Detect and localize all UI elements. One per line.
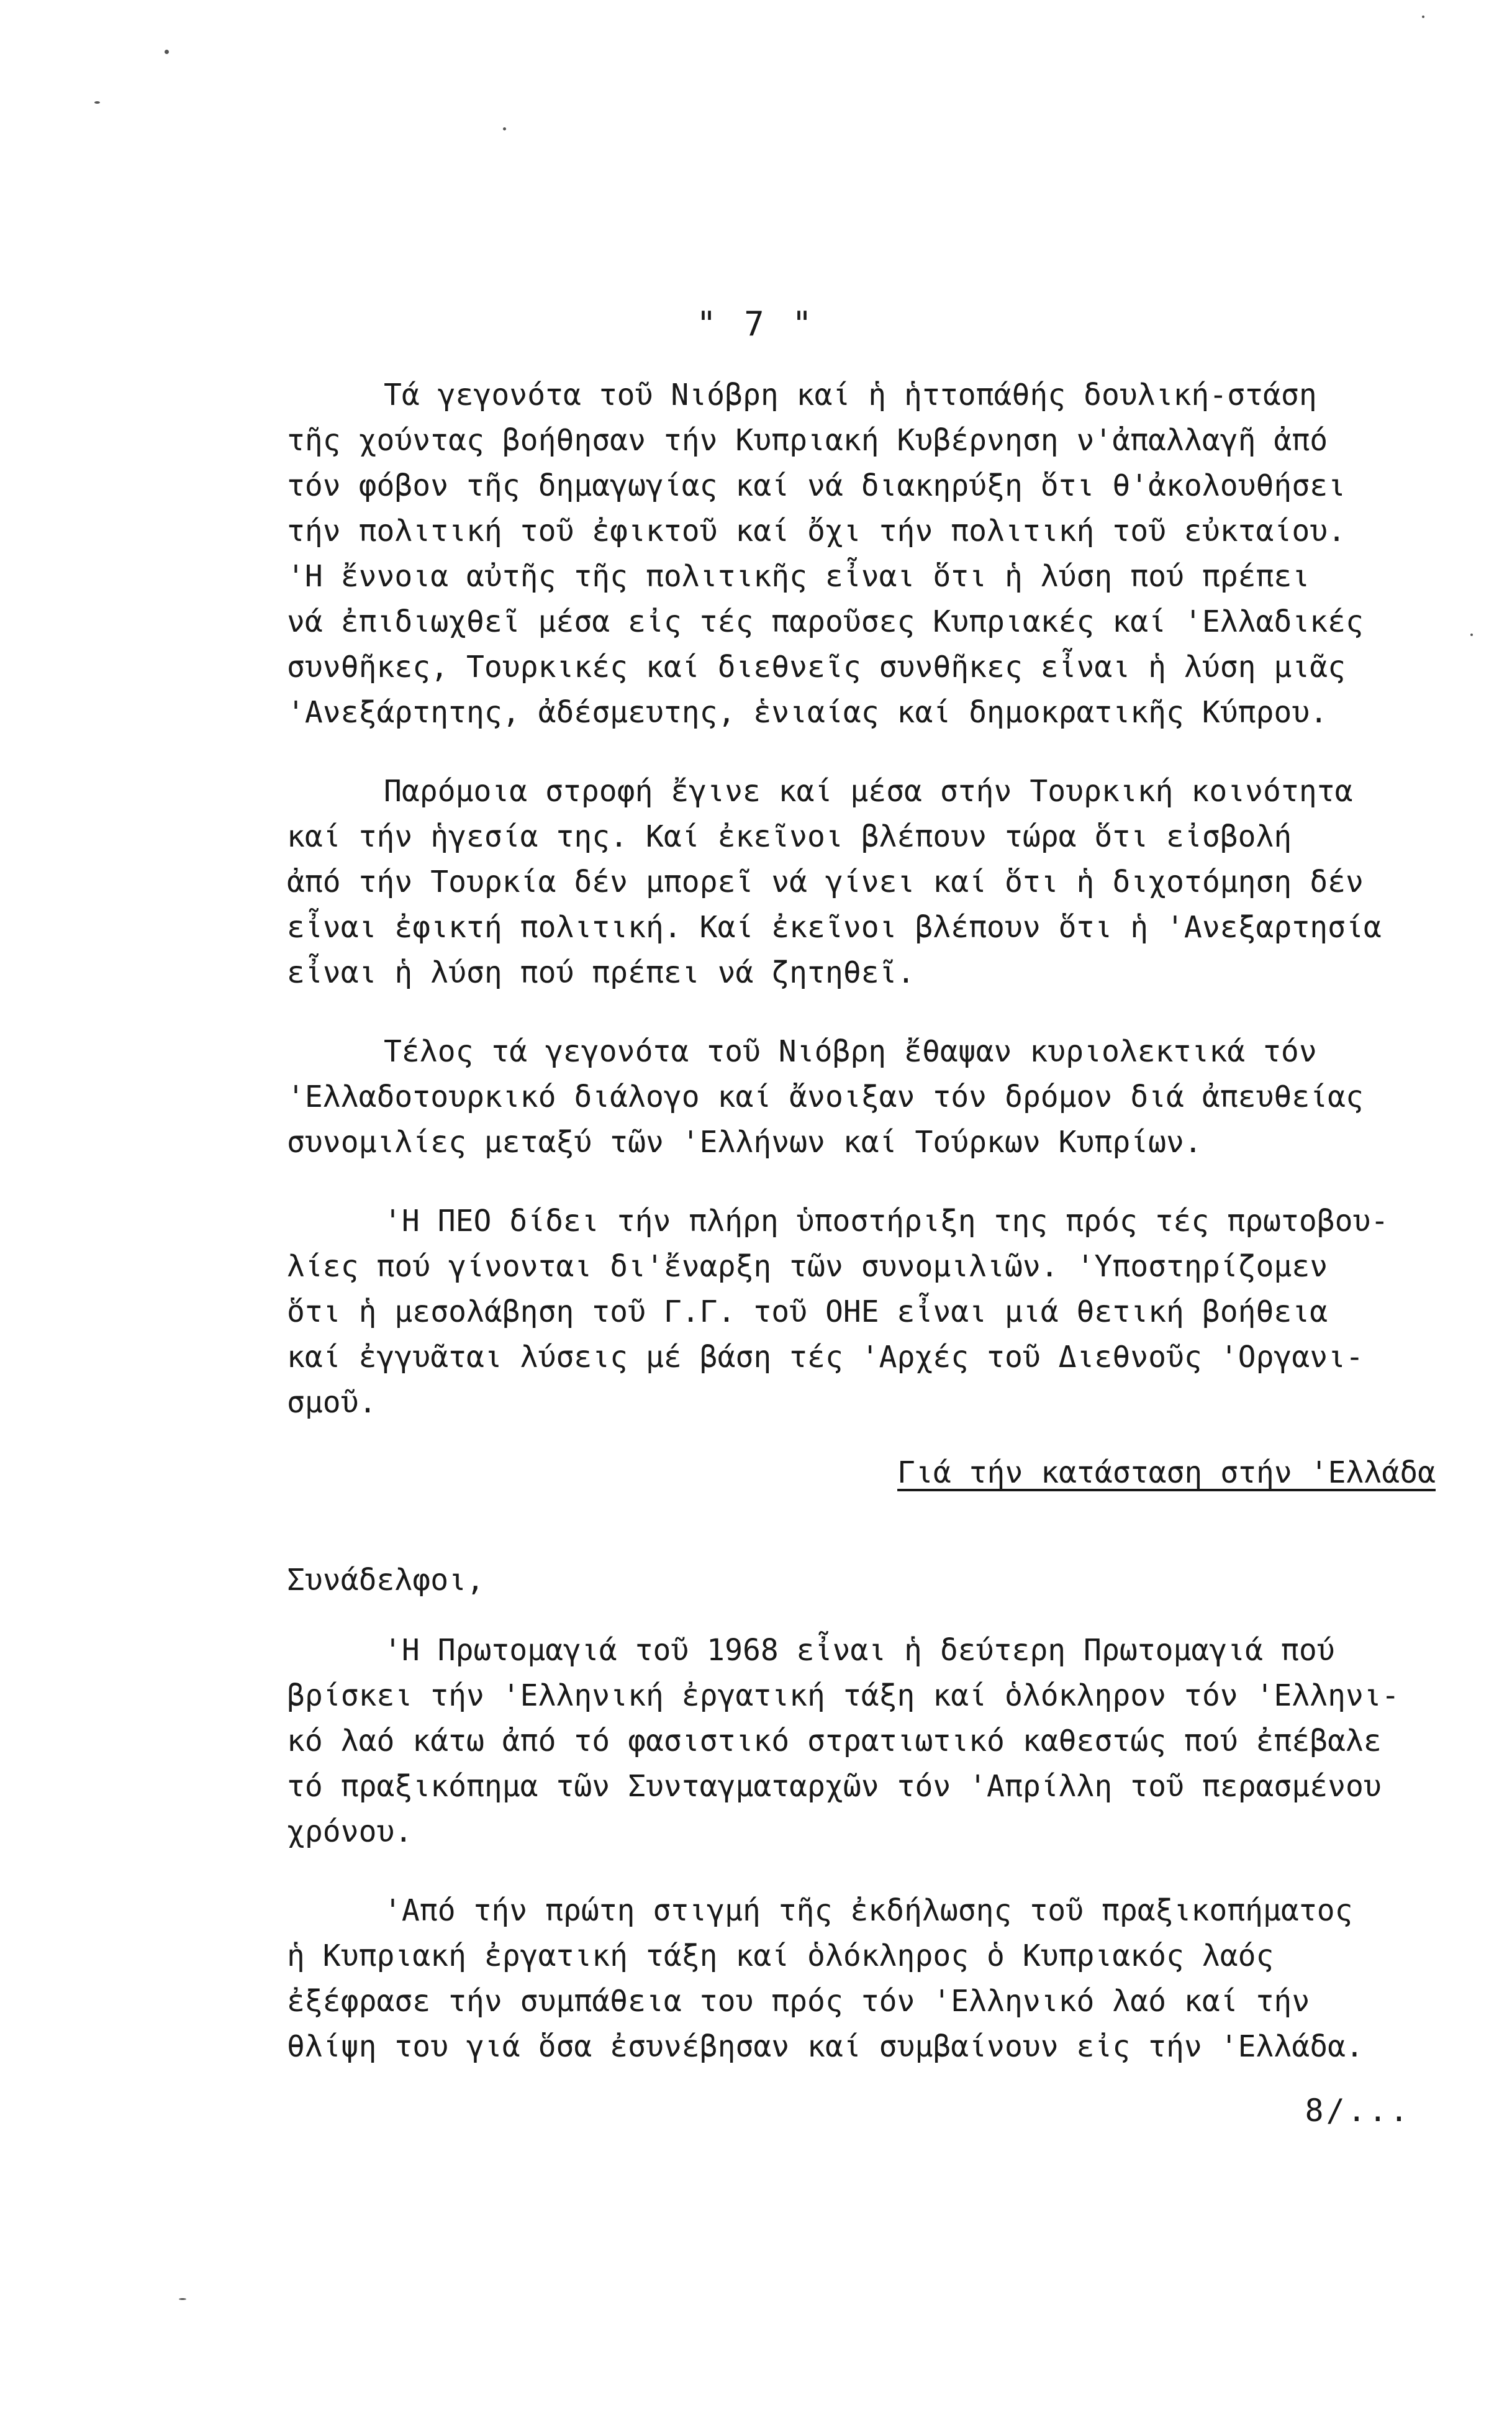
text-line: τόν φόβον τῆς δημαγωγίας καί νά διακηρύξη ὅτι θ'ἀκολουθήσει (287, 468, 1346, 503)
paragraph-peo-support (287, 1199, 1454, 1425)
text-line: καί ἐγγυᾶται λύσεις μέ βάση τές 'Αρχές τοῦ Διεθνοῦς 'Οργανι- (287, 1340, 1364, 1375)
text-line: κό λαό κάτω ἀπό τό φασιστικό στρατιωτικό καθεστώς πού ἐπέβαλε (287, 1724, 1382, 1758)
text-line: Τέλος τά γεγονότα τοῦ Νιόβρη ἔθαψαν κυριολεκτικά τόν (384, 1034, 1317, 1069)
text-line: θλίψη του γιά ὅσα ἐσυνέβησαν καί συμβαίνουν εἰς τήν 'Ελλάδα. (287, 2029, 1364, 2064)
text-line: συνομιλίες μεταξύ τῶν 'Ελλήνων καί Τούρκων Κυπρίων. (287, 1125, 1202, 1160)
text-line: 'Η Πρωτομαγιά τοῦ 1968 εἶναι ἡ δεύτερη Πρωτομαγιά πού (384, 1633, 1335, 1668)
text-line: 'Η ἔννοια αὐτῆς τῆς πολιτικῆς εἶναι ὅτι ἡ λύση πού πρέπει (287, 559, 1310, 594)
scan-speck (165, 50, 169, 54)
scan-speck (179, 2298, 186, 2300)
text-line: ὅτι ἡ μεσολάβηση τοῦ Γ.Γ. τοῦ ΟΗΕ εἶναι μιά θετική βοήθεια (287, 1294, 1328, 1329)
text-line: τῆς χούντας βοήθησαν τήν Κυπριακή Κυβέρνηση ν'ἀπαλλαγῆ ἀπό (287, 423, 1328, 458)
text-line: εἶναι ἐφικτή πολιτική. Καί ἐκεῖνοι βλέπουν ὅτι ἡ 'Ανεξαρτησία (287, 910, 1382, 945)
paragraph-mayday (287, 1628, 1454, 1855)
text-line: ἡ Κυπριακή ἐργατική τάξη καί ὁλόκληρος ὁ Κυπριακός λαός (287, 1938, 1274, 1973)
text-line: 'Από τήν πρώτη στιγμή τῆς ἐκδήλωσης τοῦ πραξικοπήματος (384, 1893, 1353, 1928)
paragraph-dialogue (287, 1029, 1454, 1165)
document-body (287, 373, 1454, 2134)
text-line: λίες πού γίνονται δι'ἔναρξη τῶν συνομιλιῶν. 'Υποστηρίζομεν (287, 1249, 1328, 1284)
text-line: βρίσκει τήν 'Ελληνική ἐργατική τάξη καί ὁλόκληρον τόν 'Ελληνι- (287, 1678, 1400, 1713)
text-line: νά ἐπιδιωχθεῖ μέσα εἰς τές παροῦσες Κυπριακές καί 'Ελλαδικές (287, 604, 1364, 639)
text-line: εἶναι ἡ λύση πού πρέπει νά ζητηθεῖ. (287, 955, 915, 990)
page-number: " 7 " (696, 304, 816, 343)
paragraph-turkish-community (287, 769, 1454, 996)
scan-speck (94, 101, 100, 104)
paragraph-cyprus-policy (287, 373, 1454, 735)
paragraph-solidarity (287, 1888, 1454, 2070)
text-line: 'Ελλαδοτουρκικό διάλογο καί ἄνοιξαν τόν δρόμον διά ἀπευθείας (287, 1079, 1364, 1114)
text-line: χρόνου. (287, 1814, 413, 1849)
text-line: τήν πολιτική τοῦ ἐφικτοῦ καί ὄχι τήν πολιτική τοῦ εὐκταίου. (287, 514, 1346, 548)
scan-speck (503, 127, 506, 130)
text-line: συνθῆκες, Τουρκικές καί διεθνεῖς συνθῆκες εἶναι ἡ λύση μιᾶς (287, 650, 1346, 684)
text-line: τό πραξικόπημα τῶν Συνταγματαρχῶν τόν 'Απρίλλη τοῦ περασμένου (287, 1769, 1382, 1804)
section-heading: Γιά τήν κατάσταση στήν 'Ελλάδα (897, 1455, 1436, 1490)
scan-speck (1422, 16, 1424, 18)
text-line: Τά γεγονότα τοῦ Νιόβρη καί ἡ ἡττοπάθής δουλική-στάση (384, 378, 1317, 412)
text-line: ἐξέφρασε τήν συμπάθεια του πρός τόν 'Ελληνικό λαό καί τήν (287, 1984, 1310, 2019)
continuation-wrapper (287, 2088, 1454, 2134)
text-line: καί τήν ἡγεσία της. Καί ἐκεῖνοι βλέπουν τώρα ὅτι εἰσβολή (287, 819, 1292, 854)
text-line: 'Η ΠΕΟ δίδει τήν πλήρη ὑποστήριξη της πρός τές πρωτοβου- (384, 1204, 1389, 1239)
text-line: σμοῦ. (287, 1385, 377, 1420)
section-heading-wrapper (287, 1450, 1454, 1496)
text-line: 'Ανεξάρτητης, ἀδέσμευτης, ἑνιαίας καί δημοκρατικῆς Κύπρου. (287, 695, 1328, 730)
continuation-marker: 8/... (1305, 2093, 1411, 2129)
text-line: ἀπό τήν Τουρκία δέν μπορεῖ νά γίνει καί ὅτι ἡ διχοτόμηση δέν (287, 865, 1364, 899)
scan-speck (1470, 634, 1473, 636)
salutation: Συνάδελφοι, (287, 1563, 484, 1598)
text-line: Παρόμοια στροφή ἔγινε καί μέσα στήν Τουρκική κοινότητα (384, 774, 1353, 809)
